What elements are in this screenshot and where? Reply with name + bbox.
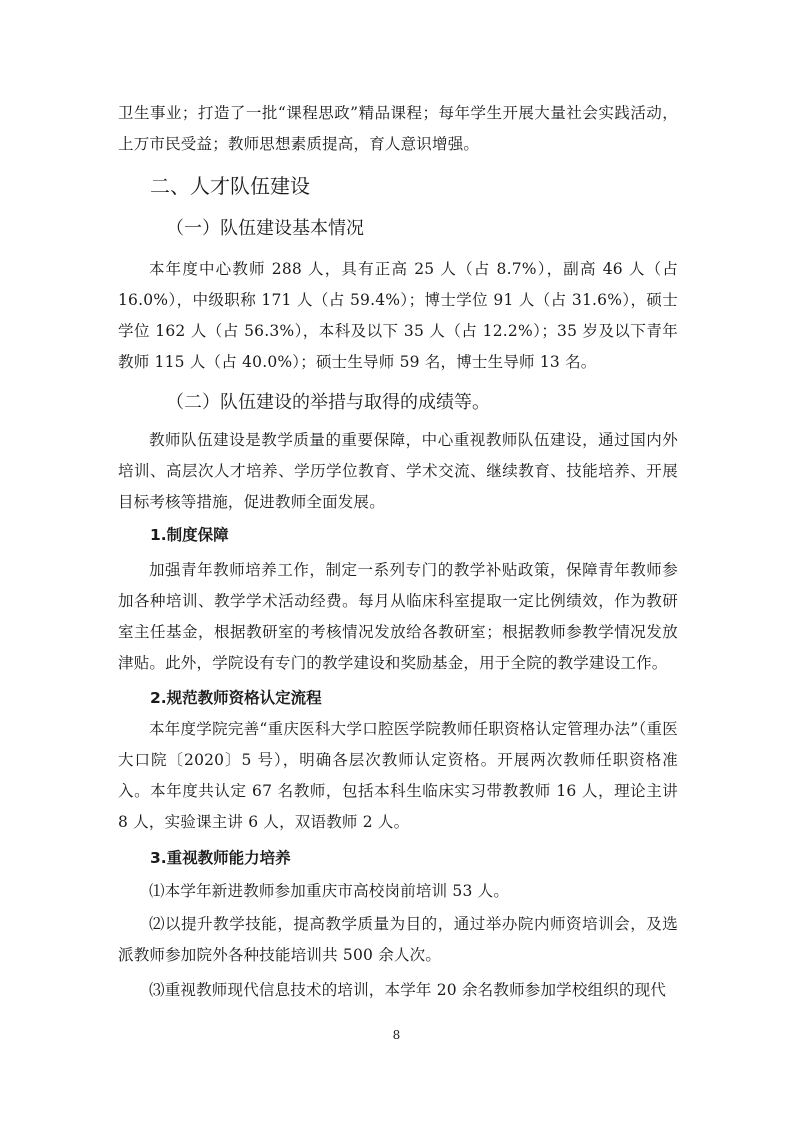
paragraph-measures: 教师队伍建设是教学质量的重要保障，中心重视教师队伍建设，通过国内外培训、高层次人才培养、学历学位教育、学术交流、继续教育、技能培养、开展目标考核等措施，促进教师全面发展。: [118, 431, 678, 511]
subsection-heading-measures: （二）队伍建设的举措与取得的成绩等。: [166, 392, 490, 413]
item-heading-2: 2.规范教师资格认定流程: [150, 689, 322, 707]
section-heading-talent: 二、人才队伍建设: [150, 174, 310, 198]
paragraph-intro-continued: 卫生事业；打造了一批“课程思政”精品课程；每年学生开展大量社会实践活动，上万市民受益；教师思想素质提高，育人意识增强。: [118, 104, 678, 153]
subsection-heading-basic: （一）队伍建设基本情况: [166, 218, 364, 239]
page-number: 8: [392, 1028, 401, 1042]
paragraph-item-3a: ⑴本学年新进教师参加重庆市高校岗前培训 53 人。: [149, 882, 510, 900]
paragraph-item-3c: ⑶重视教师现代信息技术的培训，本学年 20 余名教师参加学校组织的现代: [149, 981, 667, 999]
paragraph-basic-stats: 本年度中心教师 288 人，具有正高 25 人（占 8.7%），副高 46 人（占 16.0%），中级职称 171 人（占 59.4%）；博士学位 91 人（占 31.6%），硕士学位 162 人（占 56.3%），本科及以下 35 人（占 12.2%）；35 岁及以下青年教师 115 人（占 40.0%）；硕士生导师 59 名，博士生导师 13 名。: [118, 260, 678, 371]
paragraph-item-3b: ⑵以提升教学技能，提高教学质量为目的，通过举办院内师资培训会，及选派教师参加院外各种技能培训共 500 余人次。: [118, 915, 678, 964]
paragraph-item-2: 本年度学院完善“重庆医科大学口腔医学院教师任职资格认定管理办法”（重医大口院〔2020〕5 号），明确各层次教师认定资格。开展两次教师任职资格准入。本年度共认定 67 名教师，包括本科生临床实习带教教师 16 人，理论主讲 8 人，实验课主讲 6 人，双语教师 2 人。: [118, 720, 678, 831]
paragraph-item-1: 加强青年教师培养工作，制定一系列专门的教学补贴政策，保障青年教师参加各种培训、教学学术活动经费。每月从临床科室提取一定比例绩效，作为教研室主任基金，根据教研室的考核情况发放给各教研室；根据教师参教学情况发放津贴。此外，学院设有专门的教学建设和奖励基金，用于全院的教学建设工作。: [118, 561, 678, 672]
item-heading-3: 3.重视教师能力培养: [150, 849, 291, 867]
item-heading-1: 1.制度保障: [150, 526, 229, 544]
